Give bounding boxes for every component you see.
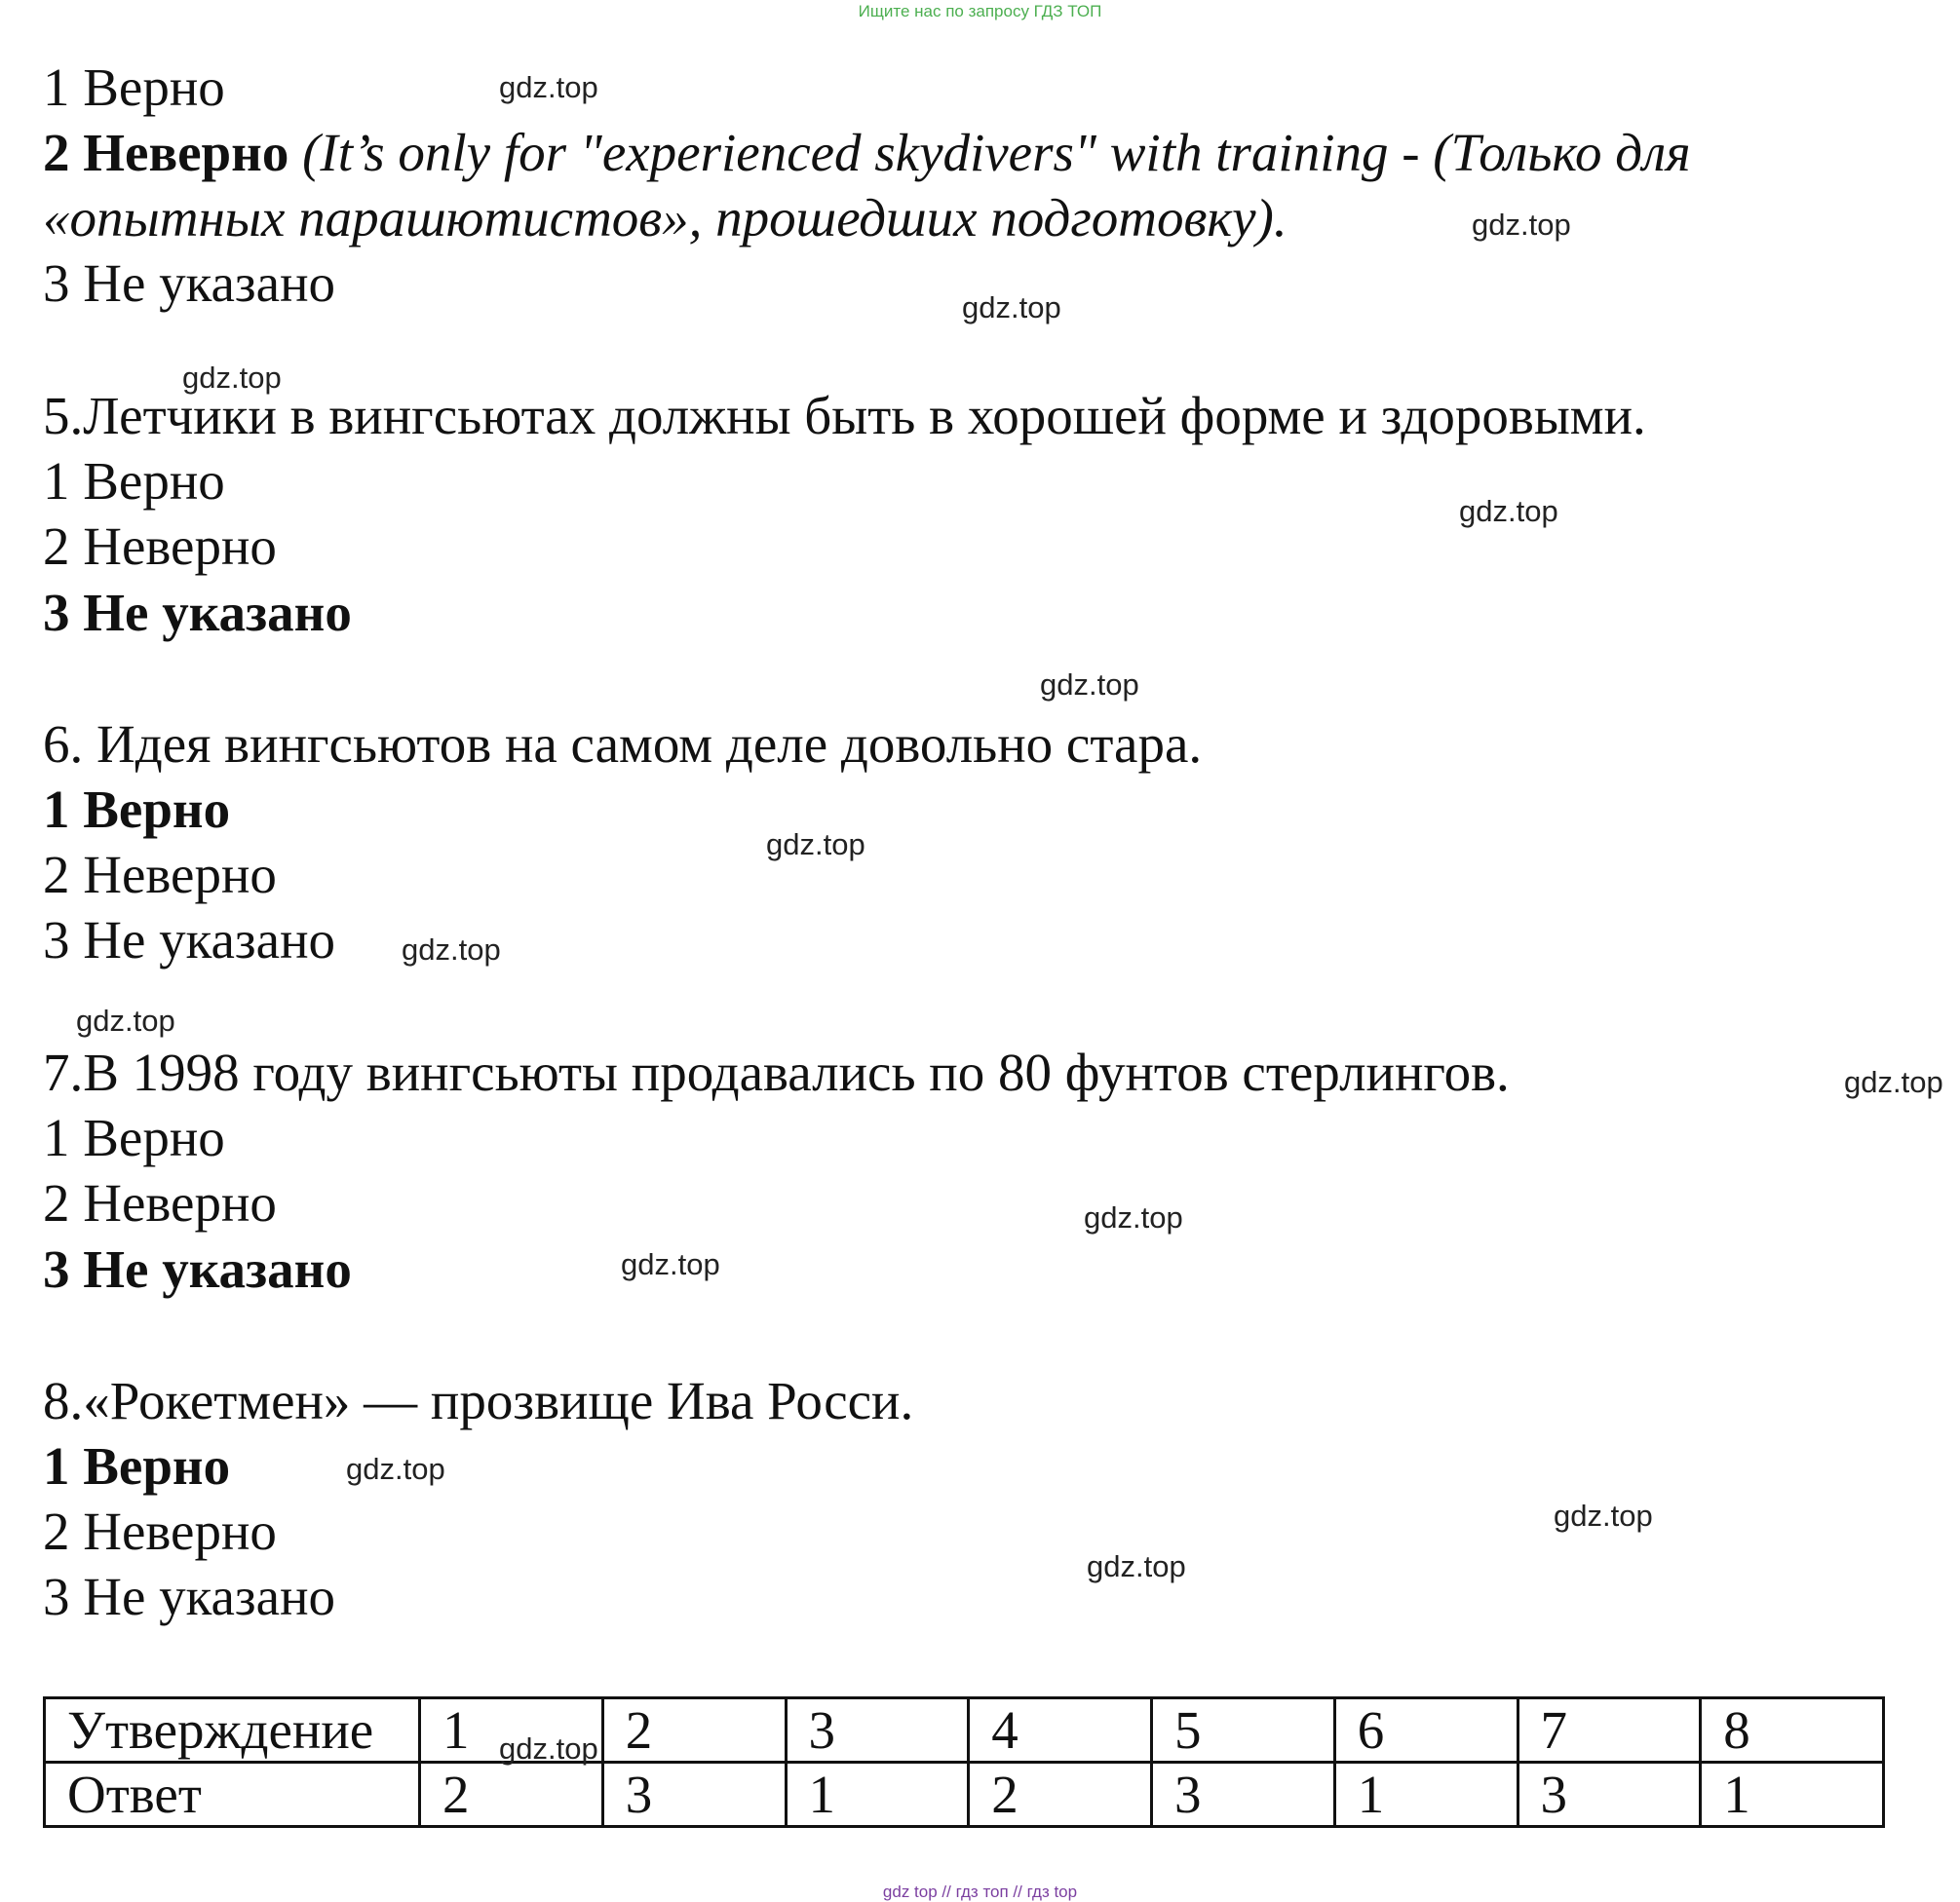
table-cell-statement-7: 7 bbox=[1518, 1698, 1701, 1763]
watermark: gdz.top bbox=[346, 1452, 445, 1486]
q5-option-2: 2 Неверно bbox=[43, 516, 277, 576]
table-cell-answer-1: 2 bbox=[420, 1763, 603, 1827]
table-header-answer: Ответ bbox=[45, 1763, 420, 1827]
q4-option-2 bbox=[43, 121, 1691, 185]
q4-option-3: 3 Не указано bbox=[43, 253, 336, 313]
q4-option-1: 1 Верно bbox=[43, 57, 225, 117]
q8-option-3: 3 Не указано bbox=[43, 1567, 336, 1626]
watermark: gdz.top bbox=[1087, 1549, 1186, 1583]
watermark: gdz.top bbox=[182, 361, 282, 395]
q6-statement: 6. Идея вингсьютов на самом деле довольно стара. bbox=[43, 714, 1203, 774]
table-cell-statement-4: 4 bbox=[969, 1698, 1152, 1763]
table-cell-statement-6: 6 bbox=[1334, 1698, 1518, 1763]
q8-option-1: 1 Верно bbox=[43, 1436, 231, 1496]
watermark: gdz.top bbox=[499, 1731, 598, 1766]
table-row-statements bbox=[45, 1698, 1884, 1763]
table-cell-statement-5: 5 bbox=[1152, 1698, 1335, 1763]
q7-option-3: 3 Не указано bbox=[43, 1239, 352, 1299]
table-cell-answer-2: 3 bbox=[602, 1763, 786, 1827]
watermark: gdz.top bbox=[1472, 208, 1571, 242]
watermark: gdz.top bbox=[1459, 494, 1558, 528]
watermark: gdz.top bbox=[402, 932, 501, 967]
watermark: gdz.top bbox=[1844, 1065, 1943, 1099]
table-cell-answer-5: 3 bbox=[1152, 1763, 1335, 1827]
q5-statement: 5.Летчики в вингсьютах должны быть в хорошей форме и здоровыми. bbox=[43, 386, 1646, 445]
watermark: gdz.top bbox=[766, 827, 865, 861]
q6-option-3: 3 Не указано bbox=[43, 910, 336, 970]
table-cell-statement-3: 3 bbox=[786, 1698, 969, 1763]
watermark: gdz.top bbox=[621, 1247, 720, 1281]
answers-table bbox=[43, 1696, 1885, 1828]
q7-statement: 7.В 1998 году вингсьюты продавались по 80 фунтов стерлингов. bbox=[43, 1043, 1510, 1102]
watermark: gdz.top bbox=[76, 1004, 175, 1038]
table-cell-answer-3: 1 bbox=[786, 1763, 969, 1827]
table-cell-answer-8: 1 bbox=[1701, 1763, 1884, 1827]
table-cell-statement-1 bbox=[420, 1698, 603, 1766]
watermark: gdz.top bbox=[1084, 1200, 1183, 1235]
q5-option-3: 3 Не указано bbox=[43, 583, 352, 642]
q4-option-2-note: (It’s only for "experienced skydivers" with training - (Только для bbox=[288, 123, 1691, 182]
table-cell-answer-4: 2 bbox=[969, 1763, 1152, 1827]
q7-option-1: 1 Верно bbox=[43, 1108, 225, 1167]
q6-option-1: 1 Верно bbox=[43, 780, 231, 839]
q8-statement: 8.«Рокетмен» — прозвище Ива Росси. bbox=[43, 1371, 914, 1430]
q7-option-2: 2 Неверно bbox=[43, 1173, 277, 1233]
q5-option-1: 1 Верно bbox=[43, 451, 225, 511]
q4-option-2-note-continued: «опытных парашютистов», прошедших подготовку). bbox=[43, 188, 1287, 247]
watermark: gdz.top bbox=[499, 70, 598, 104]
table-cell-answer-7: 3 bbox=[1518, 1763, 1701, 1827]
table-cell-statement-2: 2 bbox=[602, 1698, 786, 1763]
table-header-statement: Утверждение bbox=[45, 1698, 420, 1763]
watermark: gdz.top bbox=[962, 290, 1061, 324]
q4-option-2-label: 2 Неверно bbox=[43, 123, 289, 182]
watermark: gdz.top bbox=[1554, 1499, 1653, 1533]
q6-option-2: 2 Неверно bbox=[43, 845, 277, 904]
statement-number: 1 bbox=[442, 1699, 470, 1760]
bottom-footer: gdz top // гдз топ // гдз top bbox=[882, 1883, 1078, 1901]
table-row-answers bbox=[45, 1763, 1884, 1827]
table-cell-answer-6: 1 bbox=[1334, 1763, 1518, 1827]
table-cell-statement-8: 8 bbox=[1701, 1698, 1884, 1763]
q8-option-2: 2 Неверно bbox=[43, 1502, 277, 1561]
watermark: gdz.top bbox=[1040, 667, 1139, 702]
top-banner: Ищите нас по запросу ГДЗ ТОП bbox=[858, 2, 1102, 20]
